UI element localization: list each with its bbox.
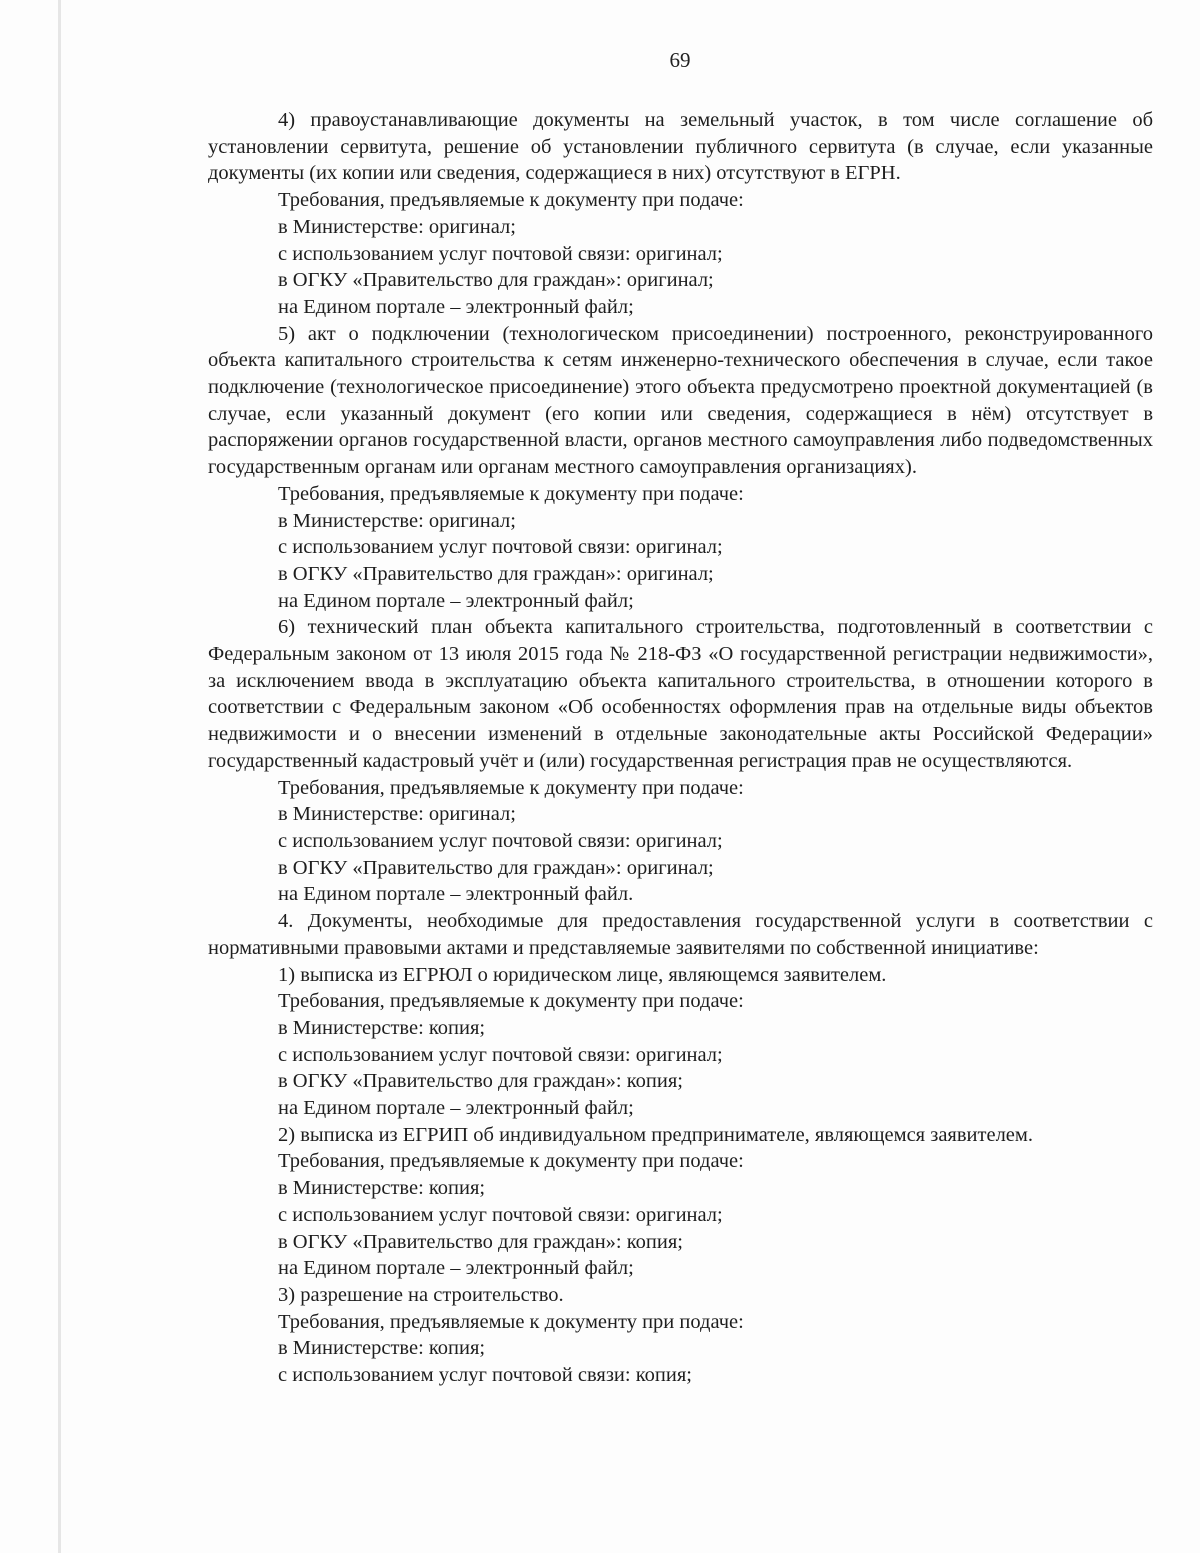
text-line: в Министерстве: копия;: [278, 1177, 486, 1200]
paragraph: 4) правоустанавливающие документы на земельный участок, в том числе соглашение об установлении сервитута, решение об установлении публичного сервитута (в случае, если указанные документы (их копии или сведения, содержащиеся в них) отсутствуют в ЕГРН.: [208, 109, 1153, 185]
paragraph: 6) технический план объекта капитального строительства, подготовленный в соответствии с Федеральным законом от 13 июля 2015 года № 218-ФЗ «О государственной регистрации недвижимости», за исключением ввода в эксплуатацию объекта капитального строительства, в отношении которого в соответствии с Федеральным законом «Об особенностях оформления прав на отдельные виды объектов недвижимости и о внесении изменений в отдельные законодательные акты Российской Федерации» государственный кадастровый учёт и (или) государственная регистрация прав не осуществляются.: [208, 616, 1153, 772]
text-line: с использованием услуг почтовой связи: оригинал;: [278, 1043, 723, 1066]
text-line: в ОГКУ «Правительство для граждан»: копия;: [278, 1230, 683, 1253]
text-line: на Едином портале – электронный файл;: [278, 1097, 634, 1120]
paragraph: 5) акт о подключении (технологическом присоединении) построенного, реконструированного объекта капитального строительства к сетям инженерно-технического обеспечения в случае, если такое подключение (технологическое присоединение) этого объекта предусмотрено проектной документацией (в случае, если указанный документ (его копии или сведения, содержащиеся в нём) отсутствует в распоряжении органов государственной власти, органов местного самоуправления либо подведомственных государственным органам или органам местного самоуправления организациях).: [208, 322, 1153, 479]
text-line: в ОГКУ «Правительство для граждан»: оригинал;: [278, 269, 714, 292]
text-line: Требования, предъявляемые к документу при подаче:: [278, 1150, 744, 1173]
text-line: в Министерстве: оригинал;: [278, 509, 516, 532]
text-line: на Едином портале – электронный файл;: [278, 295, 634, 318]
text-line: на Едином портале – электронный файл.: [278, 883, 634, 906]
text-line: 3) разрешение на строительство.: [278, 1283, 564, 1306]
text-line: Требования, предъявляемые к документу при подаче:: [278, 1310, 744, 1333]
text-line: 2) выписка из ЕГРИП об индивидуальном предпринимателе, являющемся заявителем.: [278, 1123, 1033, 1146]
text-line: с использованием услуг почтовой связи: оригинал;: [278, 1203, 723, 1226]
text-line: в Министерстве: копия;: [278, 1016, 486, 1039]
page-number: 69: [669, 48, 691, 72]
text-line: в Министерстве: оригинал;: [278, 215, 516, 238]
text-line: с использованием услуг почтовой связи: оригинал;: [278, 829, 723, 852]
text-line: в ОГКУ «Правительство для граждан»: оригинал;: [278, 562, 714, 585]
text-line: с использованием услуг почтовой связи: оригинал;: [278, 242, 723, 265]
text-line: Требования, предъявляемые к документу при подаче:: [278, 482, 744, 505]
text-line: Требования, предъявляемые к документу при подаче:: [278, 189, 744, 212]
text-line: Требования, предъявляемые к документу при подаче:: [278, 776, 744, 799]
document-body: [208, 107, 1153, 1389]
text-line: Требования, предъявляемые к документу при подаче:: [278, 990, 744, 1013]
text-line: с использованием услуг почтовой связи: копия;: [278, 1364, 692, 1387]
text-line: в ОГКУ «Правительство для граждан»: копия;: [278, 1070, 683, 1093]
text-line: в Министерстве: копия;: [278, 1337, 486, 1360]
text-line: на Едином портале – электронный файл;: [278, 1257, 634, 1280]
paragraph: 4. Документы, необходимые для предоставления государственной услуги в соответствии с нормативными правовыми актами и представляемые заявителями по собственной инициативе:: [208, 910, 1153, 959]
scan-page-edge: [58, 0, 61, 1553]
text-line: 1) выписка из ЕГРЮЛ о юридическом лице, являющемся заявителем.: [278, 963, 887, 986]
text-line: в ОГКУ «Правительство для граждан»: оригинал;: [278, 856, 714, 879]
text-line: с использованием услуг почтовой связи: оригинал;: [278, 536, 723, 559]
text-line: в Министерстве: оригинал;: [278, 803, 516, 826]
text-line: на Едином портале – электронный файл;: [278, 589, 634, 612]
